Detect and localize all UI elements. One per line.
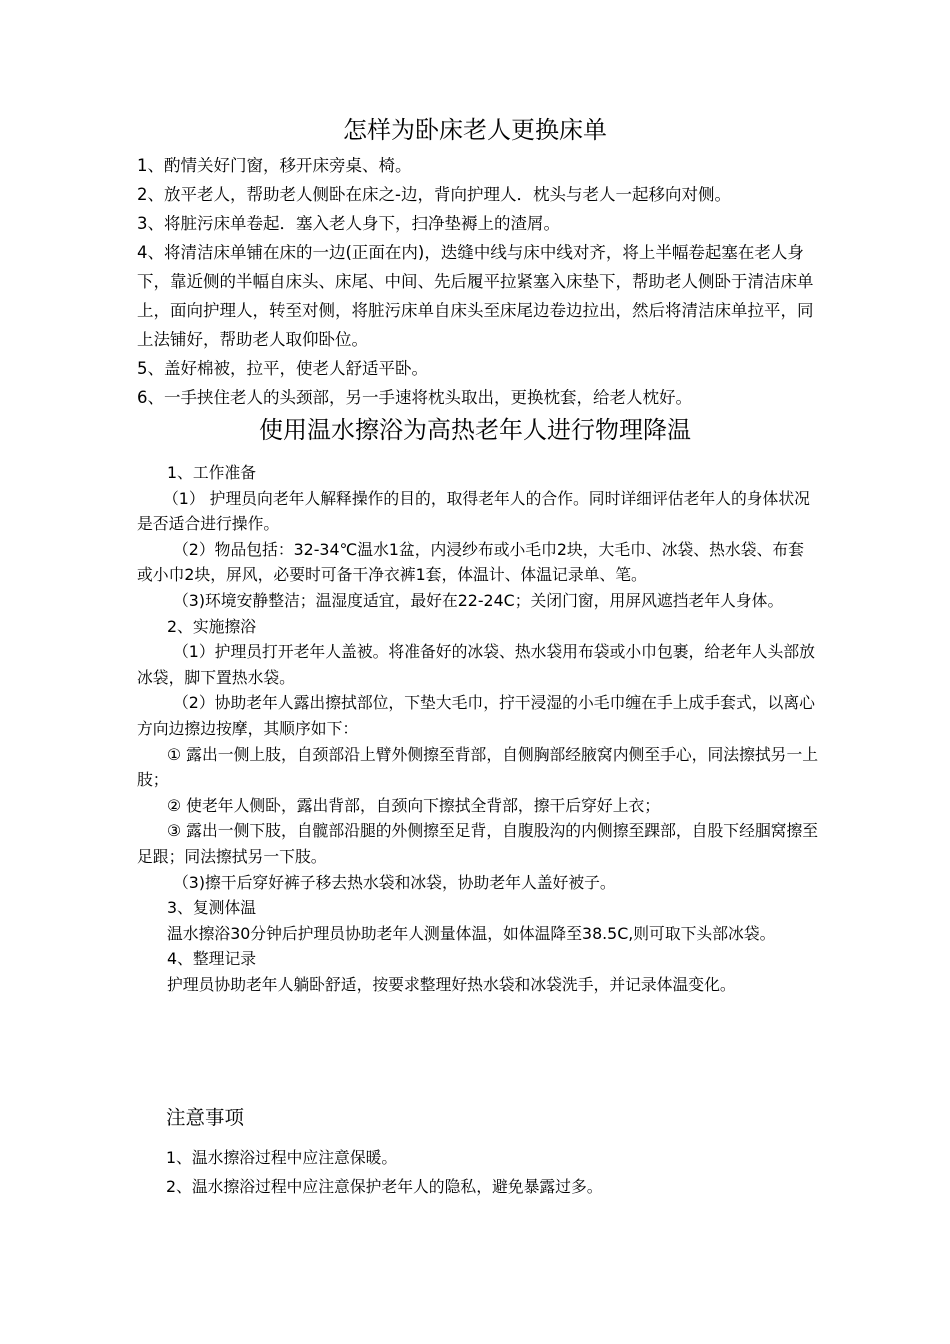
- section2-title: 使用温水擦浴为高热老年人进行物理降温: [259, 416, 691, 444]
- notes-list: [166, 1143, 826, 1201]
- section1-title: 怎样为卧床老人更换床单: [343, 116, 607, 144]
- step-heading: 2、实施擦浴: [167, 616, 257, 636]
- notes-item: 1、温水擦浴过程中应注意保暖。: [166, 1148, 398, 1167]
- section1-item: 3、将脏污床单卷起．塞入老人身下，扫净垫褥上的渣屑。: [137, 214, 560, 233]
- step-heading: 1、工作准备: [167, 463, 257, 482]
- step-heading: 3、复测体温: [167, 898, 257, 918]
- section1-item: 2、放平老人，帮助老人侧卧在床之-边，背向护理人．枕头与老人一起移向对侧。: [137, 185, 731, 204]
- section1-item: 4、将清洁床单铺在床的一边(正面在内)，迭缝中线与床中线对齐，将上半幅卷起塞在老人身下，靠近侧的半幅自床头、床尾、中间、先后履平拉紧塞入床垫下，帮助老人侧卧于清洁床单上，面向护理人，转至对侧，将脏污床单自床头至床尾边卷边拉出，然后将清洁床单拉平，同上法铺好，帮助老人取仰卧位。: [137, 243, 814, 349]
- body-paragraph: 护理员协助老年人躺卧舒适，按要求整理好热水袋和冰袋洗手，并记录体温变化。: [167, 974, 736, 994]
- section1-list: [137, 151, 827, 412]
- section1-item: 6、一手挟住老人的头颈部，另一手速将枕头取出，更换枕套，给老人枕好。: [137, 388, 692, 407]
- section1-item: 5、盖好棉被，拉平，使老人舒适平卧。: [137, 359, 428, 378]
- body-paragraph: 温水擦浴30分钟后护理员协助老年人测量体温，如体温降至38.5C,则可取下头部冰袋。: [167, 923, 776, 943]
- body-paragraph: （3)擦干后穿好裤子移去热水袋和冰袋，协助老年人盖好被子。: [173, 872, 616, 892]
- body-paragraph: （2）物品包括：32-34℃温水1盆，内浸纱布或小毛巾2块，大毛巾、冰袋、热水袋、布套或小巾2块，屏风，必要时可备干净衣裤1套，体温计、体温记录单、笔。: [137, 539, 804, 585]
- section2-body: [137, 460, 819, 997]
- body-paragraph: （2）协助老年人露出擦拭部位，下垫大毛巾，拧干浸湿的小毛巾缠在手上成手套式，以离心方向边擦边按摩，其顺序如下：: [137, 693, 815, 738]
- section1-item: 1、酌情关好门窗，移开床旁桌、椅。: [137, 156, 412, 175]
- body-paragraph: （1）护理员打开老年人盖被。将准备好的冰袋、热水袋用布袋或小巾包裹，给老年人头部放冰袋，脚下置热水袋。: [137, 642, 815, 687]
- notes-item: 2、温水擦浴过程中应注意保护老年人的隐私，避免暴露过多。: [166, 1177, 603, 1196]
- body-paragraph: ① 露出一侧上肢，自颈部沿上臂外侧擦至背部，自侧胸部经腋窝内侧至手心，同法擦拭另一上肢；: [137, 744, 819, 790]
- body-paragraph: ③ 露出一侧下肢，自髋部沿腿的外侧擦至足背，自腹股沟的内侧擦至踝部，自股下经腘窝擦至足跟；同法擦拭另一下肢。: [137, 821, 819, 866]
- body-paragraph: ② 使老年人侧卧，露出背部，自颈向下擦拭全背部，擦干后穿好上衣；: [167, 795, 661, 815]
- notes-title: 注意事项: [166, 1106, 245, 1129]
- body-paragraph: （3)环境安静整洁；温湿度适宜，最好在22-24C；关闭门窗，用屏风遮挡老年人身体。: [173, 590, 784, 610]
- step-heading: 4、整理记录: [167, 949, 257, 969]
- body-paragraph: （1） 护理员向老年人解释操作的目的，取得老年人的合作。同时详细评估老年人的身体状况是否适合进行操作。: [137, 488, 810, 534]
